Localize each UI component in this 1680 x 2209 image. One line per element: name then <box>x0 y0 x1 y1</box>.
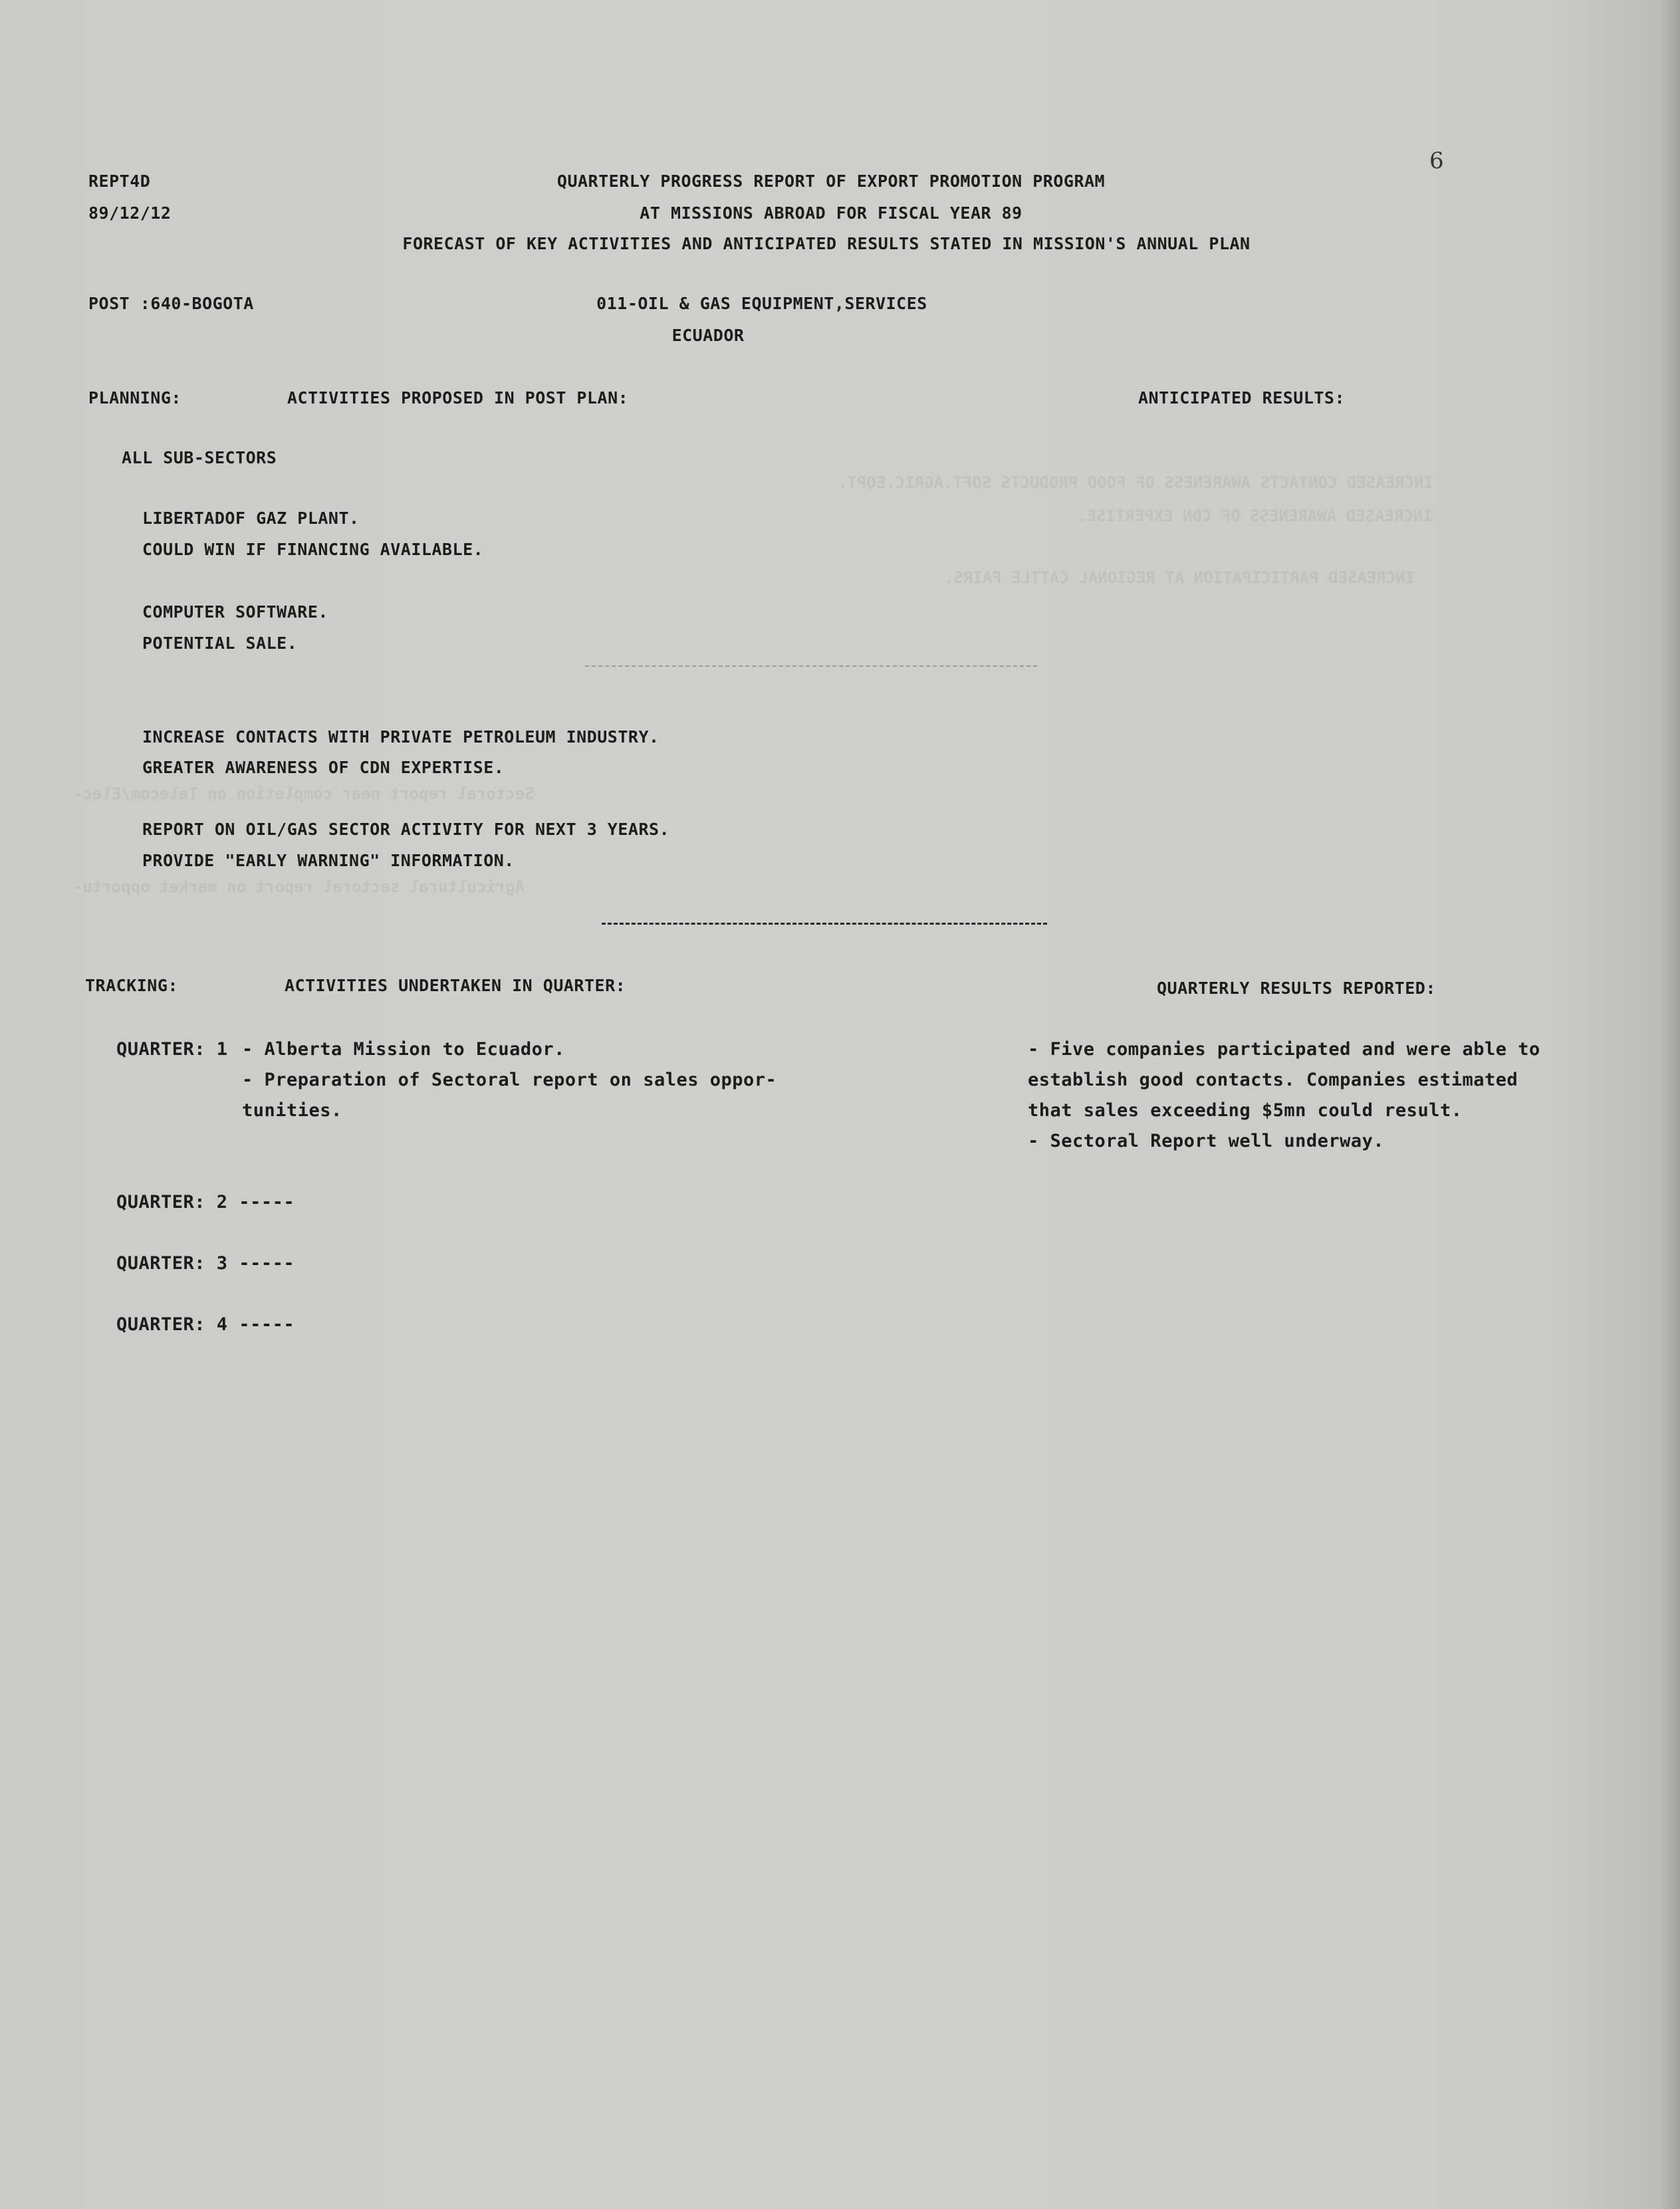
planned-activity-line: INCREASE CONTACTS WITH PRIVATE PETROLEUM INDUSTRY. <box>142 727 660 747</box>
planning-label: PLANNING: <box>88 388 181 407</box>
quarter-1-result: that sales exceeding $5mn could result. <box>1028 1100 1463 1121</box>
planned-activity-line: REPORT ON OIL/GAS SECTOR ACTIVITY FOR NEXT 3 YEARS. <box>142 820 670 839</box>
quarter-1-label: QUARTER: 1 <box>116 1039 228 1060</box>
report-title-line-1: QUARTERLY PROGRESS REPORT OF EXPORT PROMOTION PROGRAM <box>556 172 1106 191</box>
bleed-through-text: INCREASED CONTACTS AWARENESS OF FOOD PRODUCTS SOFT.AGRIC.EQPT. <box>838 473 1433 492</box>
planned-activity-line: COMPUTER SOFTWARE. <box>142 602 328 622</box>
page-number: 6 <box>1429 148 1444 174</box>
quarter-2-label: QUARTER: 2 ----- <box>116 1192 295 1213</box>
sector-title: 011-OIL & GAS EQUIPMENT,SERVICES <box>596 294 927 313</box>
quarter-1-result: establish good contacts. Companies estimated <box>1028 1070 1518 1090</box>
bleed-through-text: INCREASED AWARENESS OF CDN EXPERTISE. <box>1077 507 1433 525</box>
planned-activity-line: GREATER AWARENESS OF CDN EXPERTISE. <box>142 758 505 777</box>
quarter-1-activity: tunities. <box>242 1100 342 1121</box>
report-date: 89/12/12 <box>88 203 172 223</box>
tracking-label: TRACKING: <box>85 976 178 995</box>
quarter-1-activity: - Preparation of Sectoral report on sales oppor- <box>242 1070 777 1090</box>
planned-activity-line: COULD WIN IF FINANCING AVAILABLE. <box>142 540 484 559</box>
subsector-label: ALL SUB-SECTORS <box>122 448 277 467</box>
quarter-1-result: - Sectoral Report well underway. <box>1028 1131 1385 1151</box>
bleed-through-text: Agricultural sectoral report on market opportu- <box>73 877 525 896</box>
planning-results-heading: ANTICIPATED RESULTS: <box>1138 388 1346 407</box>
tracking-activities-heading: ACTIVITIES UNDERTAKEN IN QUARTER: <box>285 976 626 995</box>
bleed-through-text: Sectoral report near completion on Telecom/Elec- <box>73 784 535 803</box>
planned-activity-line: PROVIDE "EARLY WARNING" INFORMATION. <box>142 851 515 870</box>
report-id: REPT4D <box>88 172 151 191</box>
planning-activities-heading: ACTIVITIES PROPOSED IN POST PLAN: <box>287 388 629 407</box>
quarter-1-activity: - Alberta Mission to Ecuador. <box>242 1039 565 1060</box>
country-name: ECUADOR <box>671 326 745 345</box>
planned-activity-line: LIBERTADOF GAZ PLANT. <box>142 509 360 528</box>
planned-activity-line: POTENTIAL SALE. <box>142 634 298 653</box>
dashed-divider-faint <box>585 665 1037 667</box>
post-label: POST :640-BOGOTA <box>88 294 254 313</box>
report-title-line-2: AT MISSIONS ABROAD FOR FISCAL YEAR 89 <box>640 203 1022 223</box>
tracking-results-heading: QUARTERLY RESULTS REPORTED: <box>1157 979 1436 998</box>
dashed-divider <box>602 923 1047 925</box>
bleed-through-text: INCREASED PARTICIPATION AT REGIONAL CATTLE FAIRS. <box>944 568 1415 587</box>
report-title-line-3: FORECAST OF KEY ACTIVITIES AND ANTICIPATED RESULTS STATED IN MISSION'S ANNUAL PLAN <box>402 234 1251 253</box>
quarter-3-label: QUARTER: 3 ----- <box>116 1253 295 1274</box>
quarter-4-label: QUARTER: 4 ----- <box>116 1314 295 1335</box>
page-edge-shadow <box>1660 0 1680 2209</box>
quarter-1-result: - Five companies participated and were able to <box>1028 1039 1540 1060</box>
